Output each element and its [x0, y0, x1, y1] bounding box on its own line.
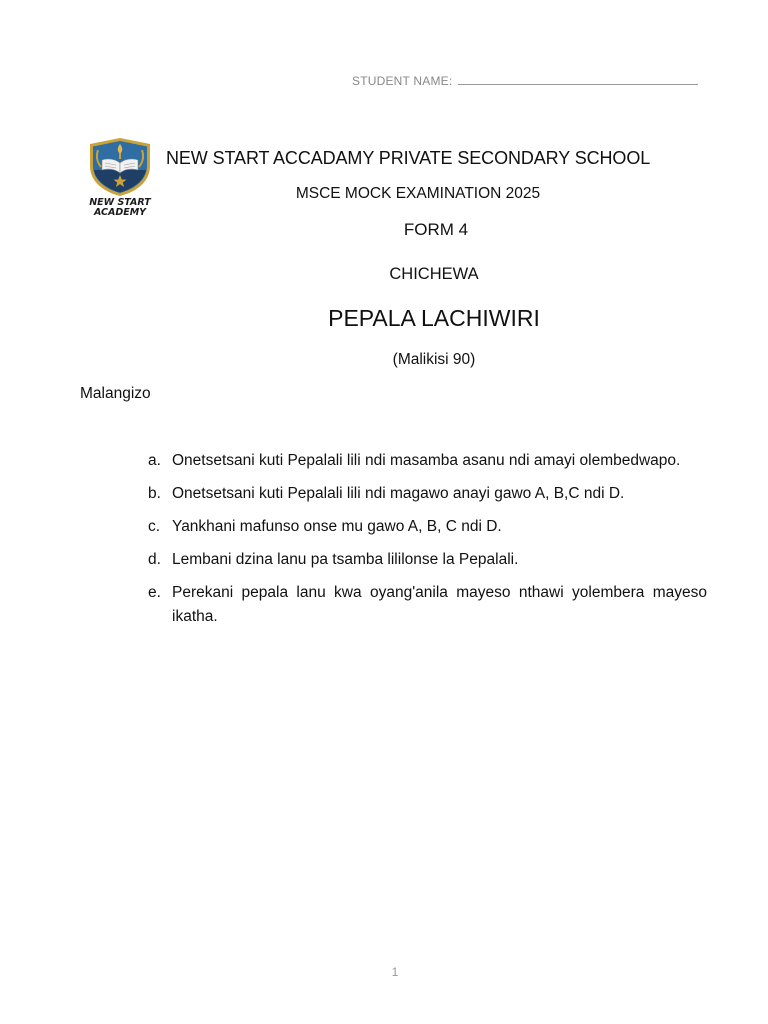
- student-name-line[interactable]: [458, 74, 698, 85]
- student-name-label: STUDENT NAME:: [352, 74, 456, 88]
- instruction-item: [148, 482, 707, 506]
- instruction-marker: e.: [148, 584, 161, 601]
- instruction-item: [148, 449, 707, 473]
- total-marks: (Malikisi 90): [392, 351, 476, 368]
- instruction-marker: d.: [148, 551, 161, 568]
- instruction-text: Lembani dzina lanu pa tsamba lililonse la Pepalali.: [172, 551, 519, 568]
- instruction-marker: c.: [148, 518, 161, 535]
- instruction-text: Perekani pepala lanu kwa oyang'anila mayeso nthawi yolembera mayeso ikatha.: [172, 584, 707, 625]
- paper-title: PEPALA LACHIWIRI: [328, 305, 540, 331]
- instruction-text: Onetsetsani kuti Pepalali lili ndi masamba asanu ndi amayi olembedwapo.: [172, 452, 681, 469]
- logo-text-line1: NEW START: [89, 197, 151, 208]
- instruction-item: [148, 515, 707, 539]
- student-name-field[interactable]: [352, 74, 698, 88]
- exam-title: MSCE MOCK EXAMINATION 2025: [295, 185, 541, 202]
- form-level: FORM 4: [403, 220, 469, 239]
- school-logo: [84, 136, 156, 222]
- page-number: 1: [391, 965, 399, 979]
- instruction-item: [148, 548, 707, 572]
- school-name: NEW START ACCADAMY PRIVATE SECONDARY SCHOOL: [166, 148, 651, 168]
- logo-text-line2: ACADEMY: [93, 207, 147, 218]
- instructions-list: [148, 449, 707, 638]
- instruction-text: Yankhani mafunso onse mu gawo A, B, C ndi D.: [172, 518, 502, 535]
- instruction-item: [148, 581, 707, 629]
- instruction-text: Onetsetsani kuti Pepalali lili ndi magawo anayi gawo A, B,C ndi D.: [172, 485, 625, 502]
- subject-title: CHICHEWA: [389, 265, 479, 283]
- instruction-marker: a.: [148, 452, 161, 469]
- instructions-heading: Malangizo: [80, 385, 151, 402]
- instruction-marker: b.: [148, 485, 161, 502]
